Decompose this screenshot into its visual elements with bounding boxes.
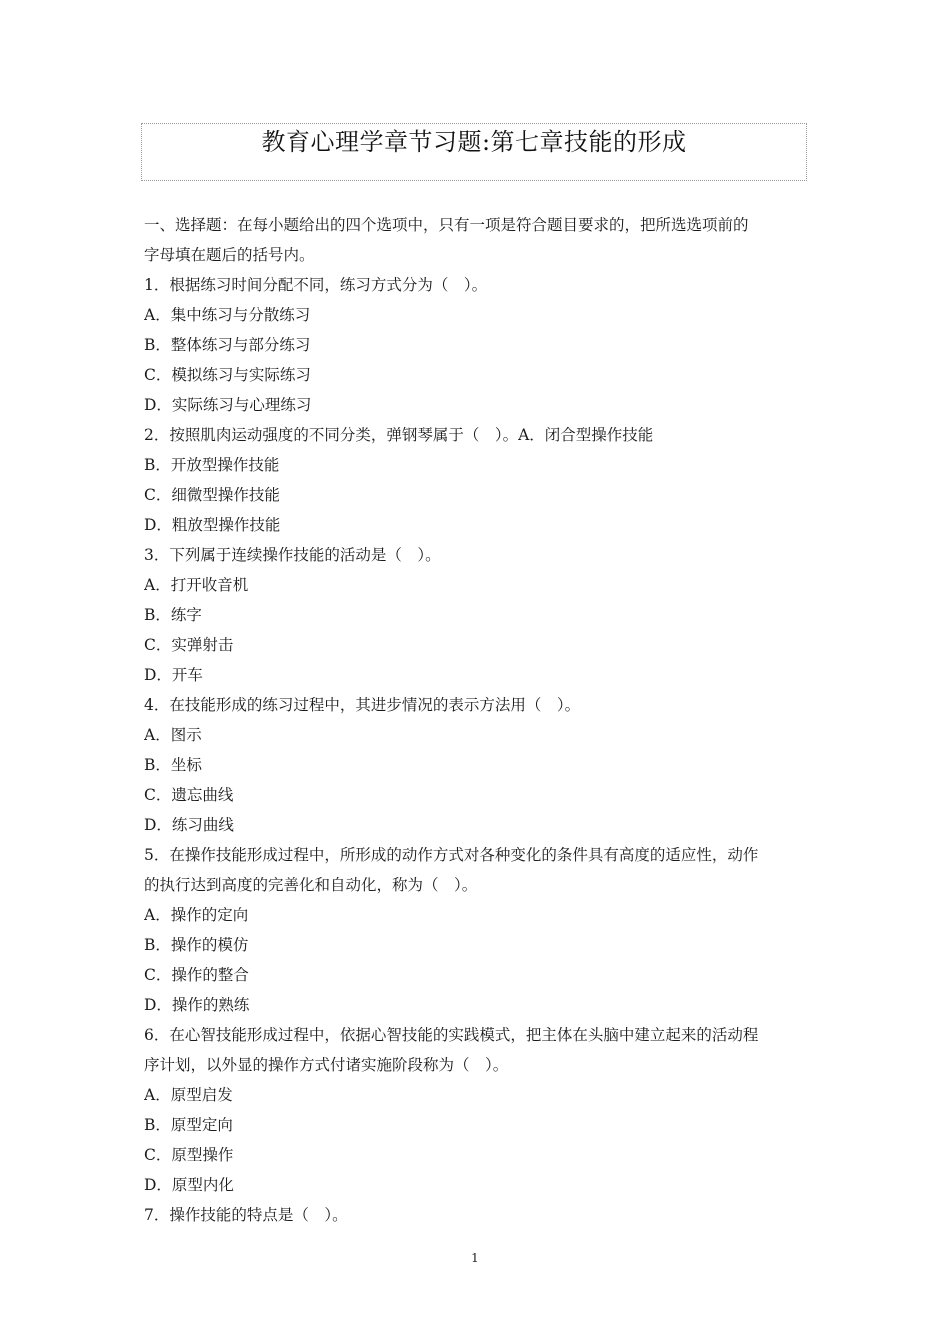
question-1-option-c: C．模拟练习与实际练习 [144, 366, 311, 384]
question-5-option-b: B．操作的模仿 [144, 936, 249, 954]
question-6-line-2: 序计划，以外显的操作方式付诸实施阶段称为（ ）。 [144, 1056, 509, 1074]
question-4-option-d: D．练习曲线 [144, 816, 234, 834]
question-5-option-a: A．操作的定向 [144, 906, 249, 924]
question-1: 1．根据练习时间分配不同，练习方式分为（ ）。 [144, 276, 488, 294]
question-5-option-d: D．操作的熟练 [144, 996, 250, 1014]
question-6-option-c: C．原型操作 [144, 1146, 234, 1164]
question-2-option-d: D．粗放型操作技能 [144, 516, 281, 534]
document-title: 教育心理学章节习题:第七章技能的形成 [261, 128, 687, 156]
question-5-line-2: 的执行达到高度的完善化和自动化，称为（ ）。 [144, 876, 478, 894]
question-6-option-a: A．原型启发 [144, 1086, 233, 1104]
question-3-option-a: A．打开收音机 [144, 576, 249, 594]
question-6-option-d: D．原型内化 [144, 1176, 234, 1194]
question-6-line-1: 6．在心智技能形成过程中，依据心智技能的实践模式，把主体在头脑中建立起来的活动程 [144, 1026, 759, 1044]
question-content [144, 210, 810, 1230]
question-3: 3．下列属于连续操作技能的活动是（ ）。 [144, 546, 441, 564]
page-number: 1 [471, 1251, 479, 1265]
question-2-option-b: B．开放型操作技能 [144, 456, 280, 474]
question-3-option-b: B．练字 [144, 606, 202, 624]
question-5-option-c: C．操作的整合 [144, 966, 249, 984]
question-1-option-d: D．实际练习与心理练习 [144, 396, 312, 414]
question-7: 7．操作技能的特点是（ ）。 [144, 1206, 348, 1224]
question-2-option-c: C．细微型操作技能 [144, 486, 280, 504]
question-3-option-d: D．开车 [144, 666, 203, 684]
question-1-option-b: B．整体练习与部分练习 [144, 336, 311, 354]
title-box [141, 123, 807, 181]
question-6-option-b: B．原型定向 [144, 1116, 233, 1134]
question-3-option-c: C．实弹射击 [144, 636, 234, 654]
question-4-option-c: C．遗忘曲线 [144, 786, 234, 804]
question-1-option-a: A．集中练习与分散练习 [144, 306, 311, 324]
section-instruction-line-1: 一、选择题：在每小题给出的四个选项中，只有一项是符合题目要求的，把所选选项前的 [144, 216, 749, 234]
section-instruction-line-2: 字母填在题后的括号内。 [144, 246, 315, 264]
question-4-option-a: A．图示 [144, 726, 202, 744]
question-4-option-b: B．坐标 [144, 756, 202, 774]
question-2: 2．按照肌肉运动强度的不同分类，弹钢琴属于（ ）。A．闭合型操作技能 [144, 426, 654, 444]
question-4: 4．在技能形成的练习过程中，其进步情况的表示方法用（ ）。 [144, 696, 581, 714]
question-5-line-1: 5．在操作技能形成过程中，所形成的动作方式对各种变化的条件具有高度的适应性，动作 [144, 846, 759, 864]
